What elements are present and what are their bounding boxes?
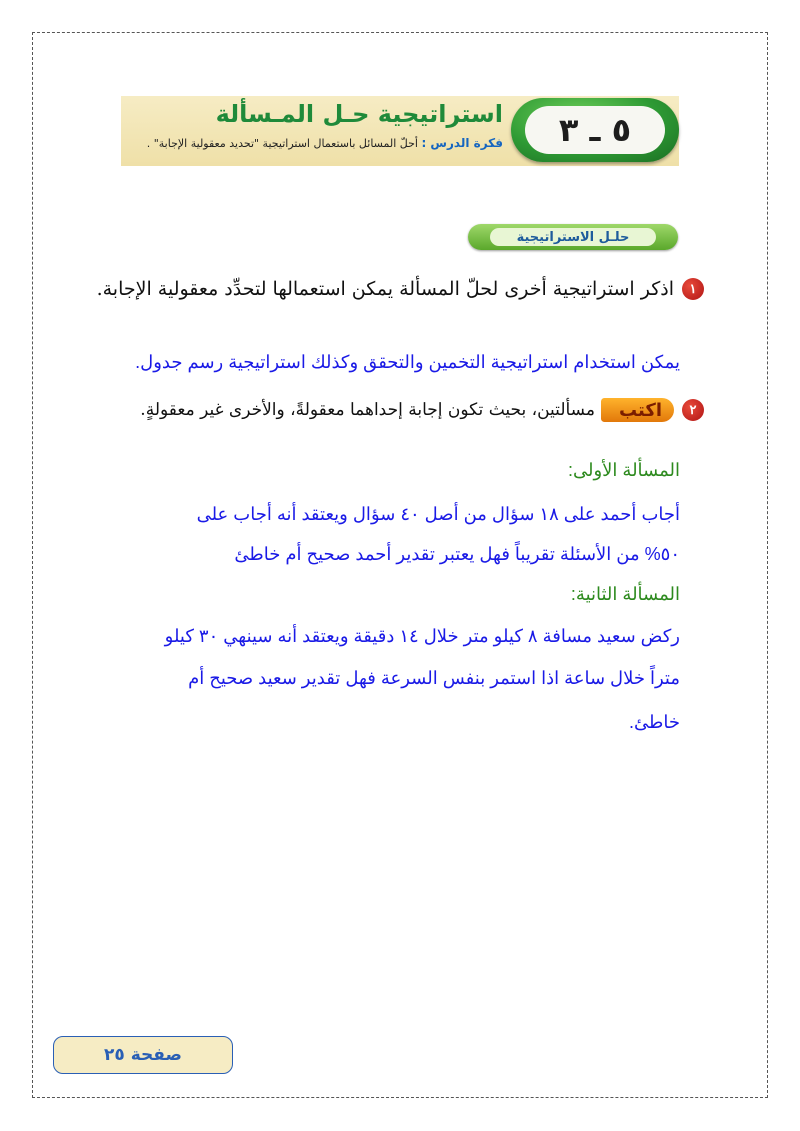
question-number-badge: ١ <box>682 278 704 300</box>
lesson-idea-label: فكرة الدرس : <box>421 136 503 150</box>
section-heading-label: حلـل الاستراتيجية <box>490 228 656 246</box>
page-number-label: صفحة ٢٥ <box>53 1036 233 1074</box>
lesson-idea-text: أحلّ المسائل باستعمال استراتيجية "تحديد معقولية الإجابة" . <box>146 137 418 150</box>
problem-2-line: خاطئ. <box>629 712 680 732</box>
problem-2-line: متراً خلال ساعة اذا استمر بنفس السرعة فهل تقدير سعيد صحيح أم <box>188 668 680 688</box>
lesson-idea <box>147 136 503 150</box>
lesson-number-badge <box>511 98 679 162</box>
lesson-number: ٥ ـ ٣ <box>525 106 665 154</box>
problem-1-line: أجاب أحمد على ١٨ سؤال من أصل ٤٠ سؤال ويعتقد أنه أجاب على <box>196 504 680 524</box>
page-border <box>32 32 768 1098</box>
question-1 <box>97 278 704 300</box>
question-number-badge: ٢ <box>682 399 704 421</box>
answer-1: يمكن استخدام استراتيجية التخمين والتحقق وكذلك استراتيجية رسم جدول. <box>135 352 680 372</box>
problem-1-title: المسألة الأولى: <box>567 460 680 480</box>
section-heading <box>468 224 678 250</box>
write-tag: اكتب <box>601 398 674 422</box>
lesson-header-banner <box>121 96 679 166</box>
problem-1-line: ٥٠% من الأسئلة تقريباً فهل يعتبر تقدير أحمد صحيح أم خاطئ <box>234 544 680 564</box>
problem-2-line: ركض سعيد مسافة ٨ كيلو متر خلال ١٤ دقيقة ويعتقد أنه سينهي ٣٠ كيلو <box>164 626 680 646</box>
question-2 <box>140 398 704 422</box>
question-text: مسألتين، بحيث تكون إجابة إحداهما معقولةً، والأخرى غير معقولةٍ. <box>140 400 595 420</box>
problem-2-title: المسألة الثانية: <box>570 584 680 604</box>
question-text: اذكر استراتيجية أخرى لحلّ المسألة يمكن استعمالها لتحدِّد معقولية الإجابة. <box>96 278 674 300</box>
lesson-title: استراتيجية حـل المـسألة <box>215 100 503 128</box>
